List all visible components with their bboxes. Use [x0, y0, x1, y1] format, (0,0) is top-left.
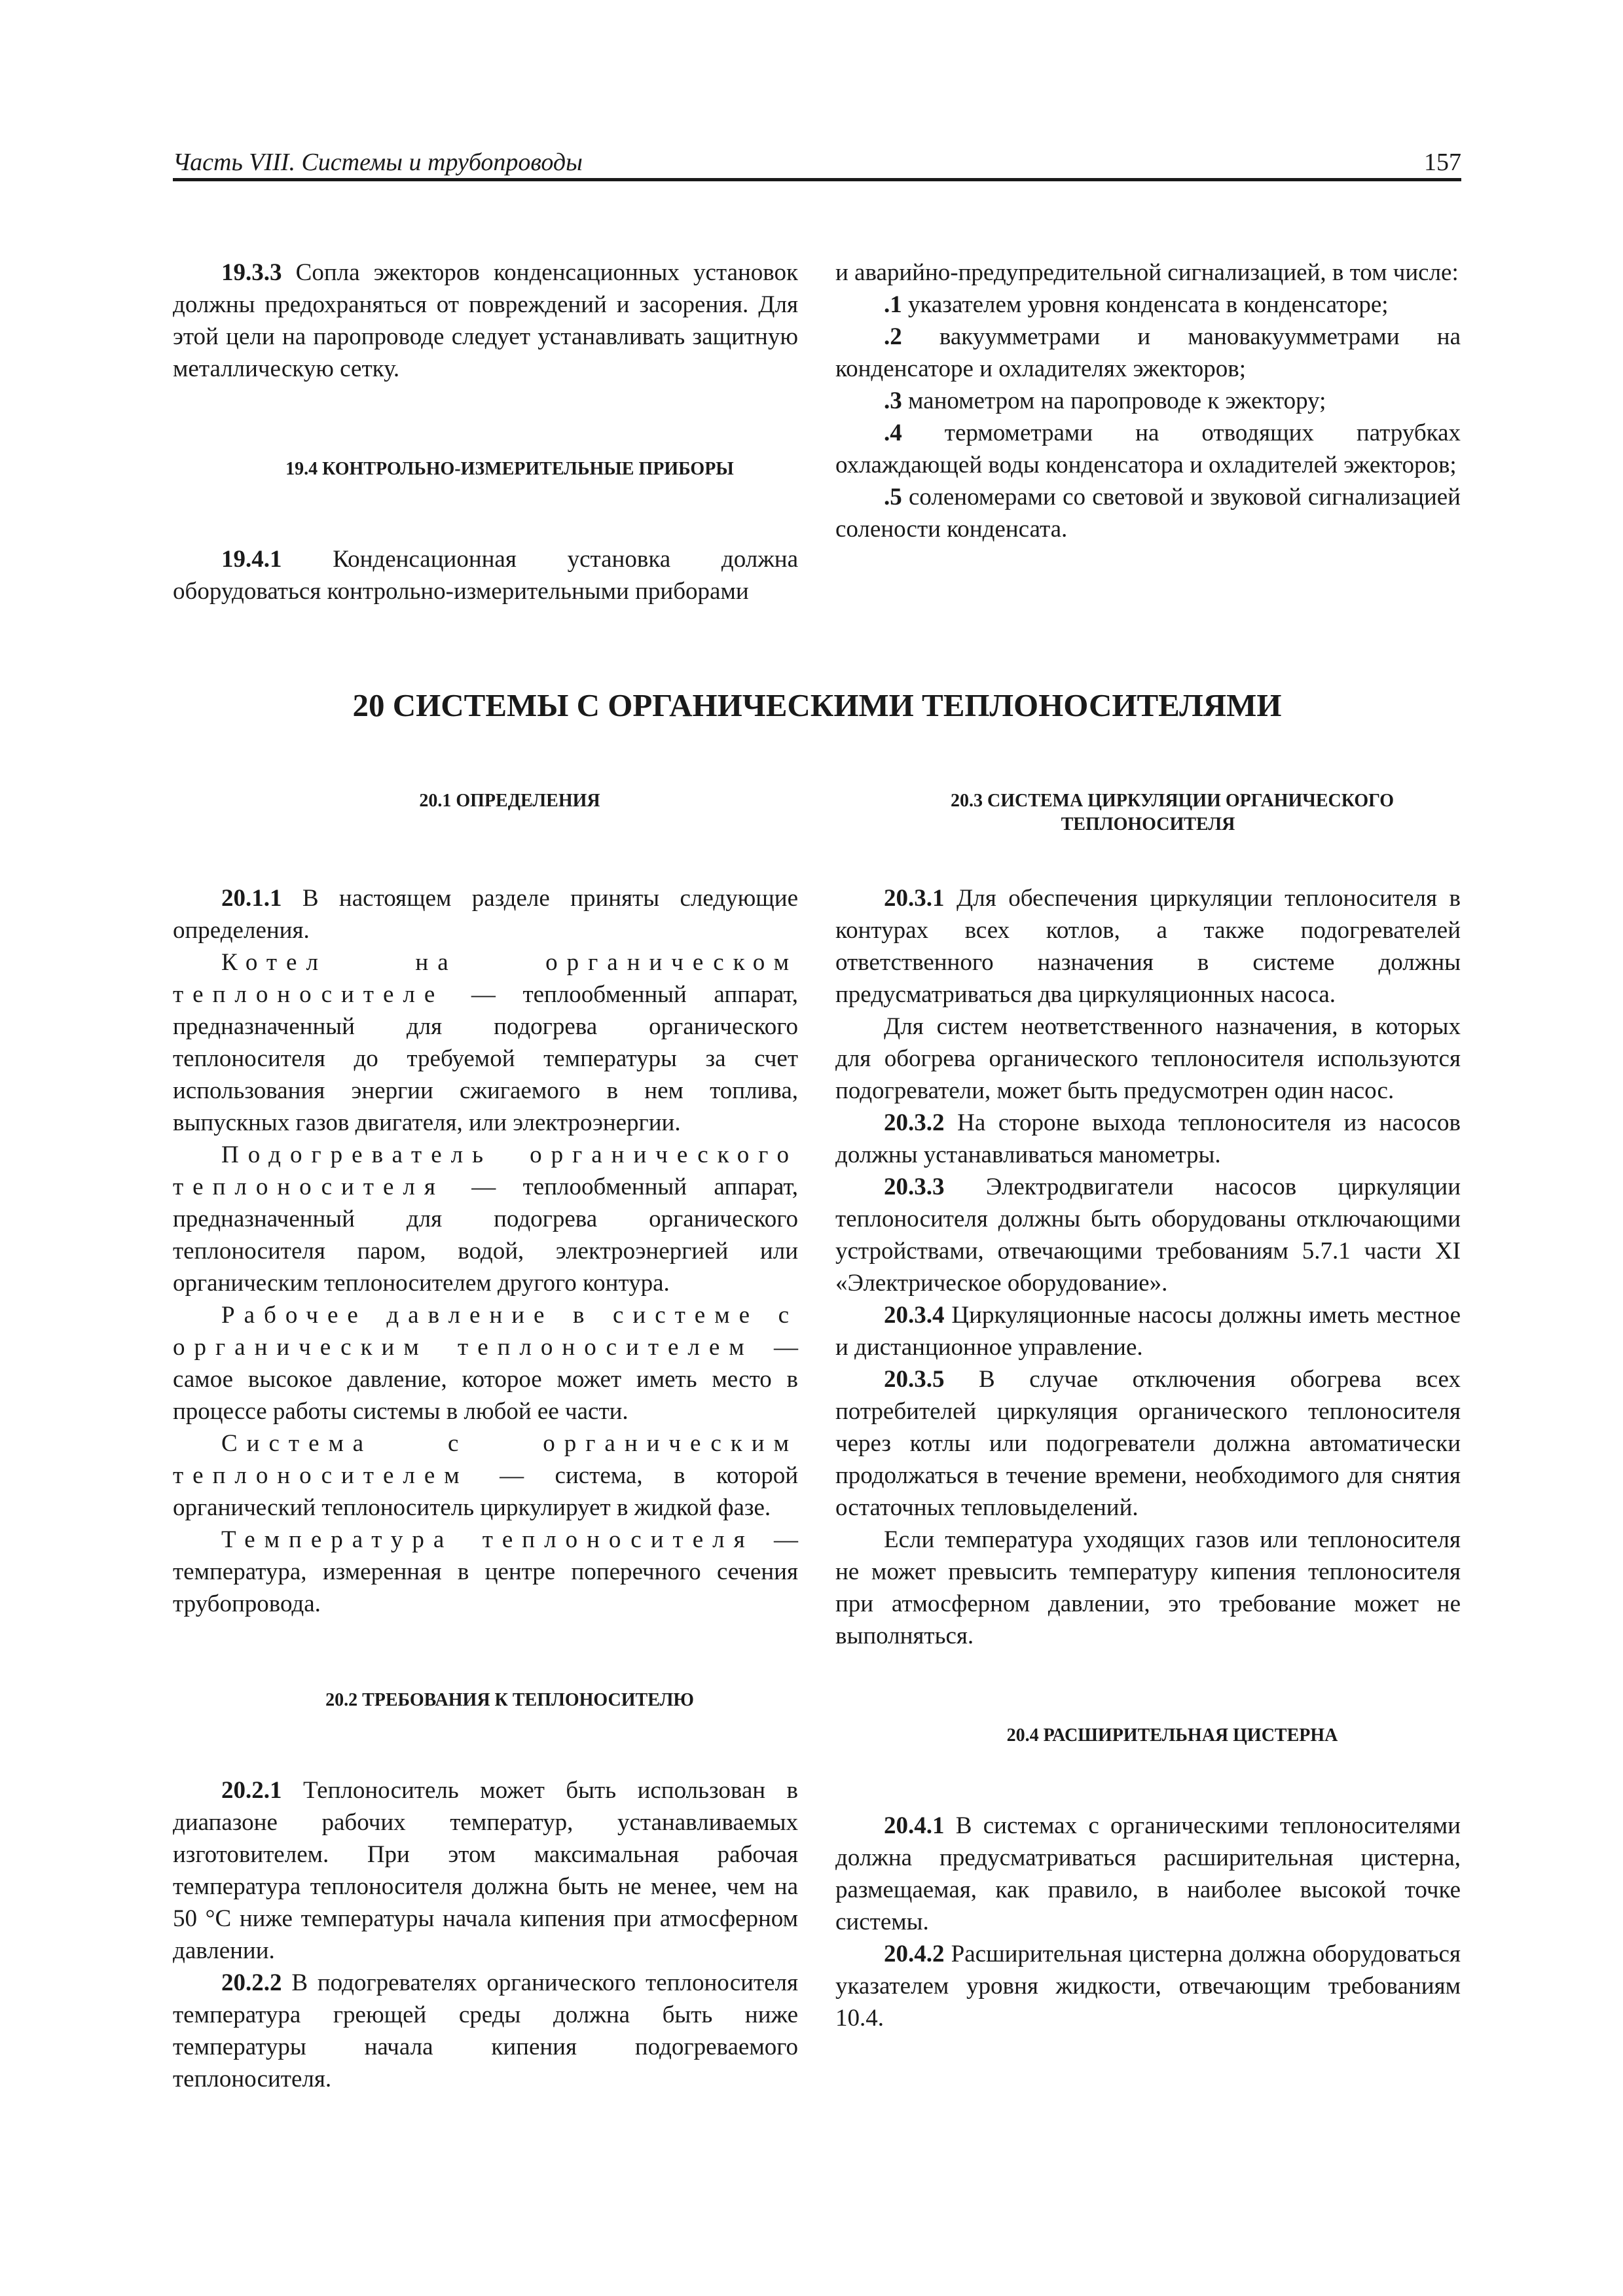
- list-item: .1 указателем уровня конденсата в конденсаторе;: [884, 291, 1389, 318]
- definition-heater: Подогреватель органического теплоносителя — теплообменный аппарат, предназначенный для подогрева органического теплоносителя паром, водой, электроэнергией или органическим теплоносителем другого контура.: [173, 1141, 798, 1297]
- top-left-column: [173, 257, 798, 607]
- list-item: .4 термометрами на отводящих патрубках охлаждающей воды конденсатора и охладителей эжекторов;: [835, 420, 1461, 478]
- clause-number: 19.4.1: [221, 546, 282, 573]
- header-title: Часть VIII. Системы и трубопроводы: [173, 149, 583, 176]
- term: Подогреватель органического теплоносителя: [173, 1141, 798, 1200]
- paragraph-20-3-2: 20.3.2 На стороне выхода теплоносителя из насосов должны устанавливаться манометры.: [835, 1109, 1461, 1168]
- paragraph-20-2-2: 20.2.2 В подогревателях органического теплоносителя температура греющей среды должна быть ниже температуры начала кипения подогреваемого теплоносителя.: [173, 1969, 798, 2092]
- definition-temperature: Температура теплоносителя — температура, измеренная в центре поперечного сечения трубопровода.: [173, 1526, 799, 1617]
- paragraph-20-3-5: 20.3.5 В случае отключения обогрева всех потребителей циркуляция органического теплоносителя через котлы или подогреватели должна автоматически продолжаться в течение времени, необходимого для снятия остаточных тепловыделений.: [835, 1366, 1461, 1521]
- paragraph-20-4-2: 20.4.2 Расширительная цистерна должна оборудоваться указателем уровня жидкости, отвечающим требованиям 10.4.: [835, 1941, 1461, 2032]
- paragraph-20-3-1: 20.3.1 Для обеспечения циркуляции теплоносителя в контурах всех котлов, а также подогревателей ответственного назначения в системе должны предусматриваться два циркуляционных насоса.: [835, 885, 1461, 1008]
- left-column: [173, 789, 798, 2095]
- definition-boiler: Котел на органическом теплоносителе — теплообменный аппарат, предназначенный для подогрева органического теплоносителя до требуемой температуры за счет использования энергии сжигаемого в нем топлива, выпускных газов двигателя, или электроэнергии.: [173, 949, 798, 1136]
- clause-number: 19.3.3: [221, 259, 282, 286]
- page-number: 157: [1424, 149, 1461, 176]
- section-heading-20-2: 20.2 ТРЕБОВАНИЯ К ТЕПЛОНОСИТЕЛЮ: [325, 1690, 694, 1710]
- section-heading-20-3: 20.3 СИСТЕМА ЦИРКУЛЯЦИИ ОРГАНИЧЕСКОГО ТЕПЛОНОСИТЕЛЯ: [950, 791, 1395, 834]
- paragraph-20-2-1: 20.2.1 Теплоноситель может быть использован в диапазоне рабочих температур, устанавливаемых изготовителем. При этом максимальная рабочая температура теплоносителя должна быть не менее, чем на 50 °С ниже температуры начала кипения при атмосферном давлении.: [173, 1777, 798, 1964]
- paragraph-20-3-1-b: Для систем неответственного назначения, в которых для обогрева органического теплоносителя используются подогреватели, может быть предусмотрен один насос.: [835, 1013, 1461, 1104]
- chapter-title: 20 СИСТЕМЫ С ОРГАНИЧЕСКИМИ ТЕПЛОНОСИТЕЛЯМИ: [352, 687, 1282, 723]
- paragraph-20-3-5-b: Если температура уходящих газов или теплоносителя не может превысить температуру кипения теплоносителя при атмосферном давлении, это требование может не выполняться.: [835, 1526, 1461, 1649]
- page-header: [173, 145, 1461, 179]
- list-item: .2 вакуумметрами и мановакуумметрами на конденсаторе и охладителях эжекторов;: [835, 323, 1461, 382]
- top-right-column: [835, 257, 1461, 545]
- list-item: .3 манометром на паропроводе к эжектору;: [884, 387, 1326, 414]
- term: Температура теплоносителя: [221, 1526, 754, 1553]
- paragraph-19-3-3: 19.3.3 Сопла эжекторов конденсационных установок должны предохраняться от повреждений и засорения. Для этой цели на паропроводе следует устанавливать защитную металлическую сетку.: [173, 259, 798, 382]
- term: Рабочее давление в системе с органическим теплоносителем: [173, 1302, 798, 1361]
- paragraph-20-3-3: 20.3.3 Электродвигатели насосов циркуляции теплоносителя должны быть оборудованы отключающими устройствами, отвечающими требованиям 5.7.1 части XI «Электрическое оборудование».: [835, 1174, 1461, 1297]
- section-heading-19-4: 19.4 КОНТРОЛЬНО-ИЗМЕРИТЕЛЬНЫЕ ПРИБОРЫ: [285, 459, 734, 479]
- paragraph-continuation: и аварийно-предупредительной сигнализацией, в том числе:: [835, 259, 1459, 286]
- paragraph-19-4-1: 19.4.1 Конденсационная установка должна оборудоваться контрольно-измерительными приборами: [173, 546, 798, 605]
- paragraph-20-4-1: 20.4.1 В системах с органическими теплоносителями должна предусматриваться расширительная цистерна, размещаемая, как правило, в наиболее высокой точке системы.: [835, 1812, 1461, 1935]
- term: Система с органическим теплоносителем: [173, 1430, 798, 1489]
- right-column: [835, 789, 1461, 2034]
- definition-system: Система с органическим теплоносителем — система, в которой органический теплоноситель циркулирует в жидкой фазе.: [173, 1430, 798, 1521]
- header-rule: [173, 178, 1461, 181]
- term: Котел на органическом теплоносителе: [173, 949, 798, 1008]
- paragraph-20-3-4: 20.3.4 Циркуляционные насосы должны иметь местное и дистанционное управление.: [835, 1302, 1461, 1361]
- list-item: .5 соленомерами со световой и звуковой сигнализацией солености конденсата.: [835, 484, 1461, 543]
- definition-working-pressure: Рабочее давление в системе с органическим теплоносителем — самое высокое давление, которое может иметь место в процессе работы системы в любой ее части.: [173, 1302, 798, 1425]
- section-heading-20-4: 20.4 РАСШИРИТЕЛЬНАЯ ЦИСТЕРНА: [1006, 1725, 1338, 1746]
- section-heading-20-1: 20.1 ОПРЕДЕЛЕНИЯ: [419, 791, 600, 811]
- paragraph-20-1-1: 20.1.1 В настоящем разделе приняты следующие определения.: [173, 885, 798, 944]
